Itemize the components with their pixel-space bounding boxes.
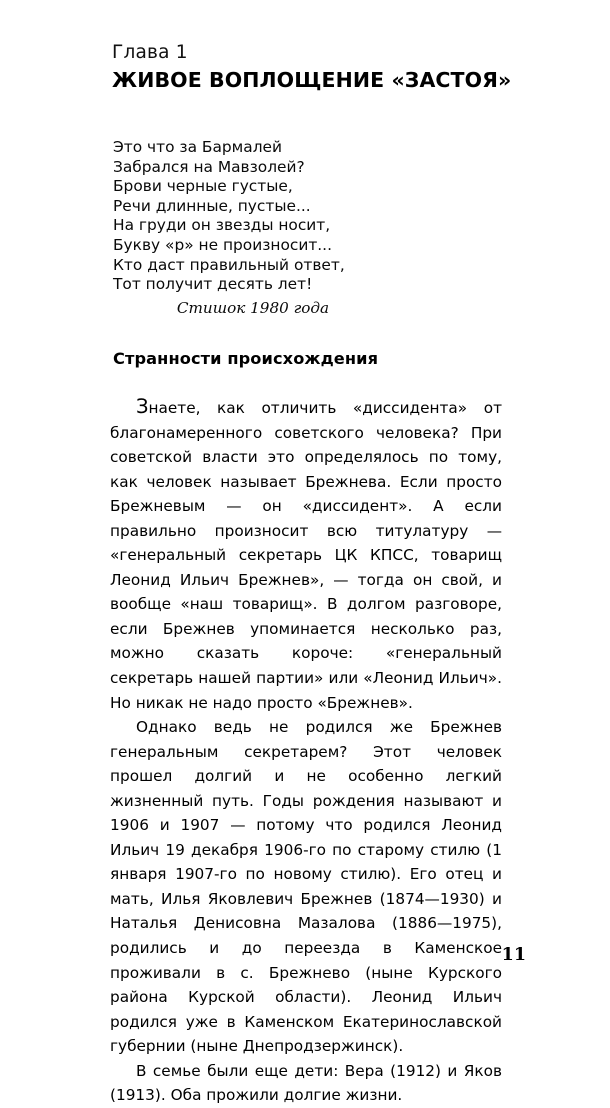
paragraph-2-text: Однако ведь не родился же Брежнев генеральным секретарем? Этот человек прошел долгий и не особенно легкий жизненный путь. Годы рождения называют и 1906 и 1907 — потому что родился Леонид Ильич 19 декабря 1906-го по старому стилю (1 января 1907-го по новому стилю). Его отец и мать, Илья Яковлевич Брежнев (1874—1930) и Наталья Денисовна Мазалова (1886—1975), родились и до переезда в Каменское проживали в с. Брежнево (ныне Курского района Курской области). Леонид Ильич родился уже в Каменском Екатеринославской губернии (ныне Днепродзержинск). [110,718,502,1056]
epigraph-poem [113,138,443,295]
poem-line: Кто даст правильный ответ, [113,255,345,274]
poem-line: Забрался на Мавзолей? [113,157,305,176]
body-text-block [110,396,502,1108]
chapter-heading-block [112,41,512,94]
paragraph-1-text: наете, как отличить «диссидента» от благонамеренного советского человека? При советской власти это определялось по тому, как человек называет Брежнева. Если просто Брежневым — он «диссидент». А если правильно произносит всю титулатуру — «генеральный секретарь ЦК КПСС, товарищ Леонид Ильич Брежнев», — тогда он свой, и вообще «наш товарищ». В долгом разговоре, если Брежнев упоминается несколько раз, можно сказать короче: «генеральный секретарь нашей партии» или «Леонид Ильич». Но никак не надо просто «Брежнев». [110,399,502,712]
epigraph-attribution: Стишок 1980 года [176,299,330,317]
paragraph-3-text: В семье были еще дети: Вера (1912) и Яков (1913). Оба прожили долгие жизни. [110,1061,502,1105]
poem-line: Это что за Бармалей [113,138,283,156]
poem-line: Брови черные густые, [113,177,293,196]
paragraph-2 [110,715,502,1059]
poem-line: Тот получит десять лет! [113,275,313,294]
initial-cap: З [136,395,149,418]
paragraph-3 [110,1059,502,1108]
poem-line: Букву «р» не произносит... [113,235,332,254]
page-number: 11 [501,945,526,965]
chapter-title: ЖИВОЕ ВОПЛОЩЕНИЕ «ЗАСТОЯ» [112,68,512,92]
poem-line: На груди он звезды носит, [113,216,331,235]
paragraph-1 [110,396,502,715]
poem-line: Речи длинные, пустые... [113,196,311,215]
chapter-label: Глава 1 [112,42,188,63]
section-subheading: Странности происхождения [113,349,379,368]
